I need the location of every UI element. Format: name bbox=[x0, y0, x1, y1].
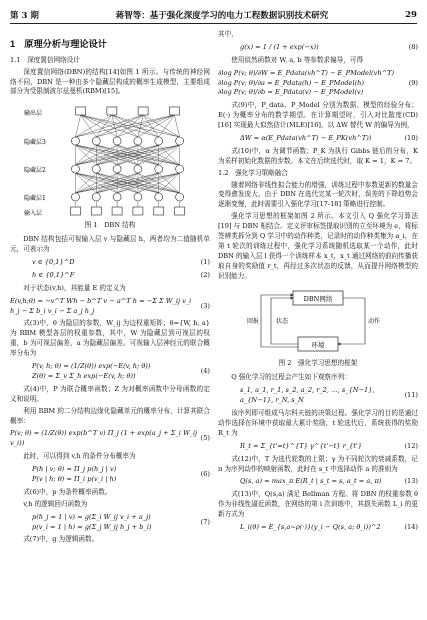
header-rule bbox=[10, 23, 417, 24]
hidden-unit-node bbox=[155, 137, 163, 145]
equation-14: L_i(θ) = E_{s,a~ρ(·)}(y_i − Q(s, a; θ_i))^2 (14) bbox=[240, 522, 418, 531]
output-unit-node bbox=[76, 107, 86, 115]
equation-4: P(v, h; θ) = (1/Z(θ)) exp(−E(v, h; θ)) Z(θ) = Σ_v Σ_h exp(−E(v, h; θ)) (4) bbox=[32, 362, 210, 380]
dbn-connection bbox=[143, 115, 179, 137]
hidden-unit-node bbox=[113, 137, 121, 145]
paragraph: 式(7)中，g 为逻辑函数。 bbox=[23, 535, 99, 544]
paragraph: 其中， bbox=[218, 30, 238, 38]
hidden-unit-node bbox=[176, 193, 184, 201]
rl-framework-figure bbox=[243, 285, 393, 357]
paragraph: 随着网络非线性拟合能力的增强，训练过程中参数更新的数量会变得愈发庞大，由于 DBN 在选代完某一轮次时，误差的下降趋势会逐渐变慢，此时需要引入强化学习[17-18] 策略进行控制。 bbox=[218, 180, 418, 209]
hidden-unit-node bbox=[92, 193, 100, 201]
output-unit-node bbox=[138, 107, 148, 115]
hidden-unit-node bbox=[92, 165, 100, 173]
equation-7: p(h_j = 1 | v) = g(Σ_i W_ij v_i + a_j) p(v_i = 1 | h) = g(Σ_j W_ij h_j + b_i) (7) bbox=[32, 512, 210, 531]
hidden-unit-node bbox=[176, 165, 184, 173]
equation-11: s_1, a_1, r_1, s_2, a_2, r_2, …, s_{N−1}, a_{N−1}, r_N, s_N (11) bbox=[240, 386, 418, 405]
output-layer-label: 输出层 bbox=[24, 110, 43, 118]
hidden-unit-node bbox=[71, 165, 79, 173]
rl-framework-diagram bbox=[243, 285, 393, 357]
paragraph: DBN 结构包括可视输入层 v 与隐藏层 h，两者均为二值随机单元，可表示为 bbox=[10, 235, 210, 254]
section-title: 1 原理分析与理论设计 bbox=[10, 39, 107, 49]
hidden-unit-node bbox=[92, 137, 100, 145]
paragraph: 式(9)中，P_data、P_Model 分别为数据、模型的经验分布；E(·) 为概率分布的数学期望。在计算期望时，引入对比散度(CD)[16] 实现最大似然估计(MLE)[16]，以 ΔW 替代 W 的偏导为例， bbox=[218, 101, 418, 130]
hidden-unit-node bbox=[176, 137, 184, 145]
hidden-unit-node bbox=[113, 193, 121, 201]
state-label: 状态 bbox=[276, 318, 289, 326]
hidden-unit-node bbox=[155, 165, 163, 173]
input-unit-node bbox=[112, 207, 122, 215]
environment-label: 环境 bbox=[311, 341, 325, 350]
hidden-unit-node bbox=[155, 193, 163, 201]
dbn-connection bbox=[75, 115, 174, 137]
paragraph: 利用 RBM 的二分结构边缘化隐藏单元的概率分布，计算其联合概率： bbox=[10, 406, 210, 425]
dbn-connection bbox=[75, 115, 143, 137]
equation-9: ∂log P(v; θ)/∂W = E_Pdata(vh^T) − E_PModel(vh^T) ∂log P(v; θ)/∂a = E_Pdata(h) − E_PModel(h) ∂log P(v; θ)/∂b = E_Pdata(v) − E_PModel(v) (9) bbox=[218, 68, 418, 97]
journal-issue: 第 3 期 bbox=[10, 11, 39, 21]
input-unit-node bbox=[133, 207, 143, 215]
left-column bbox=[10, 30, 210, 547]
dbn-connection bbox=[117, 115, 143, 137]
equation-2: h ∈ {0,1}^F (2) bbox=[32, 270, 210, 279]
paragraph: 式(12)中，T 为选代轮数的上限；γ 为不同轮次的衰减系数，记 π 为序列动作的映射函数，此时在 s_t 中选择动作 a 的准则为 bbox=[218, 454, 418, 473]
subsection-title-dbn: 1.1 深度置信网络设计 bbox=[10, 55, 80, 64]
dbn-connection bbox=[138, 115, 143, 137]
action-label: 动作 bbox=[368, 318, 381, 326]
output-unit-node bbox=[107, 107, 117, 115]
paragraph: 式(13)中，Q(s,a) 满足 Bellman 方程。将 DBN 的权重参数 θ 作为非线性逼近函数，在网络的第 i 次训练中，其损失函数 L_i 的更新方式为 bbox=[218, 490, 418, 519]
dbn-structure-diagram bbox=[20, 101, 200, 219]
equation-3: E(v,h;θ) = −v^T Wh − b^T v − a^T h = −Σ Σ W_ij v_i h_j − Σ b_i v_i − Σ a_j h_j (3) bbox=[10, 296, 210, 315]
dbn-connection bbox=[96, 115, 143, 137]
equation-8: g(x) = 1 / (1 + exp(−x)) (8) bbox=[240, 42, 418, 51]
paragraph: 式(3)中，θ 为隐层的参数，W_ij 为边权重矩阵；θ={W, b, a} 为 RBM 模型各层的权重参数，其中，W 为隐藏层到可视层的权重，b 为可视层偏差，a 为隐藏层偏差。可视输入层神经元的联合概率分布为 bbox=[10, 319, 210, 358]
paragraph: 式(6)中，p 为条件概率函数。 bbox=[23, 487, 112, 496]
dbn-connection bbox=[174, 115, 179, 137]
subsection-title-rl: 1.2 强化学习策略融合 bbox=[218, 168, 288, 177]
dbn-network-label: DBN网络 bbox=[303, 295, 333, 304]
hidden-unit-node bbox=[113, 165, 121, 173]
paragraph: 对于状态(v,h)，其能量 E 的定义为 bbox=[23, 283, 126, 292]
paragraph: Q 强化学习的过程会产生如下观察序列： bbox=[231, 373, 351, 382]
dbn-connection bbox=[75, 115, 80, 137]
right-column bbox=[218, 30, 418, 536]
page-number: 29 bbox=[405, 10, 417, 20]
dbn-figure bbox=[20, 101, 200, 219]
paragraph: 深度置信网络(DBN)的结构[14]如图 1 所示。与传统的神经网络不同，DBN 是一种由多个隐藏层构成的概率生成模型，主要组成部分为受限制波尔兹曼机(RBM)[15]。 bbox=[10, 67, 210, 96]
hidden-unit-node bbox=[134, 137, 142, 145]
paragraph: 该序列即可组成马尔科夫链的决策过程。强化学习的目的是通过动作选择在环境中获取最大累计奖励，t 轮选代后，系统获得的奖励 R_t 为 bbox=[218, 409, 418, 437]
paragraph: 式(4)中，P 为联合概率函数；Z 为对概率函数中分母函数的定义和说明。 bbox=[10, 384, 210, 403]
input-unit-node bbox=[91, 207, 101, 215]
equation-6: P(h | v; θ) = Π_j p(h_j | v) P(v | h; θ) = Π_i p(v_i | h) (6) bbox=[32, 465, 210, 483]
paragraph: 式(10)中，α 为调节函数；P_K 为执行 Gibbs 链后的分布，K 为采样初始化数据的步数。本文在后续选代时，取 K = 1，K = 7。 bbox=[218, 146, 418, 165]
reward-label: 回报 bbox=[247, 318, 260, 326]
input-unit-node bbox=[70, 207, 80, 215]
input-unit-node bbox=[175, 207, 185, 215]
hidden-unit-node bbox=[71, 193, 79, 201]
hidden-unit-node bbox=[134, 165, 142, 173]
hidden-layer3-label: 隐藏层3 bbox=[24, 139, 46, 147]
equation-12: R_t = Σ_{t'=t}^{T} γ^{t'−t} r_{t'} (12) bbox=[240, 441, 418, 450]
equation-13: Q(s, a) = max_π E(R_t | s_t = s, a_t = a, π) (13) bbox=[240, 477, 418, 486]
paragraph: v,h 的逻辑回归函数为 bbox=[23, 499, 88, 508]
dbn-connection bbox=[96, 115, 174, 137]
figure2-caption: 图 2 强化学习思想的框架 bbox=[278, 359, 358, 368]
equation-10: ΔW = α(E_Pdata(vh^T) − E_PK(vh^T)) (10) bbox=[240, 134, 418, 143]
paragraph: 此时，可以得到 v,h 的条件分布概率为 bbox=[23, 452, 136, 461]
input-unit-node bbox=[154, 207, 164, 215]
page-header bbox=[10, 8, 417, 22]
paragraph: 强化学习思想的框架如图 2 所示。本文引入 Q 强化学习算法[19] 与 DBN 相结合。定义评审标签提取识别的立至环境为 e，将标签辨类拆分到 Q 学习中的动作种类，记录时的动作种类集为 a_i，在第 t 轮次的训练过程中，强化学习系统随机选取某一个动作，此时 DBN 的输入层 l 获得一个训练样本 x_t，x_t 通过网络的前向传播获取自身的奖励值 r_t，再经过多次状态的反馈，从而提升网络模型的识别能力。 bbox=[218, 212, 418, 280]
paragraph: 使用似然函数对 W, a, b 等参数求偏导，可得 bbox=[231, 55, 364, 64]
hidden-unit-node bbox=[71, 137, 79, 145]
input-layer-label: 输入层 bbox=[24, 210, 43, 218]
hidden-unit-node bbox=[134, 193, 142, 201]
running-title: 蒋智等：基于强化深度学习的电力工程数据识别技术研究 bbox=[115, 11, 329, 21]
hidden-layer1-label: 隐藏层1 bbox=[24, 195, 46, 203]
hidden-layer2-label: 隐藏层2 bbox=[24, 167, 46, 175]
equation-5: P(v; θ) = (1/Z(θ)) exp(b^T v) Π_j (1 + exp(a_j + Σ_i W_ij v_i)) (5) bbox=[10, 429, 210, 448]
output-unit-node bbox=[169, 107, 179, 115]
dbn-connection bbox=[112, 115, 117, 137]
figure1-caption: 图 1 DBN 结构 bbox=[84, 221, 136, 230]
dbn-connection bbox=[75, 115, 111, 137]
equation-1: v ∈ {0,1}^D (1) bbox=[32, 258, 210, 267]
